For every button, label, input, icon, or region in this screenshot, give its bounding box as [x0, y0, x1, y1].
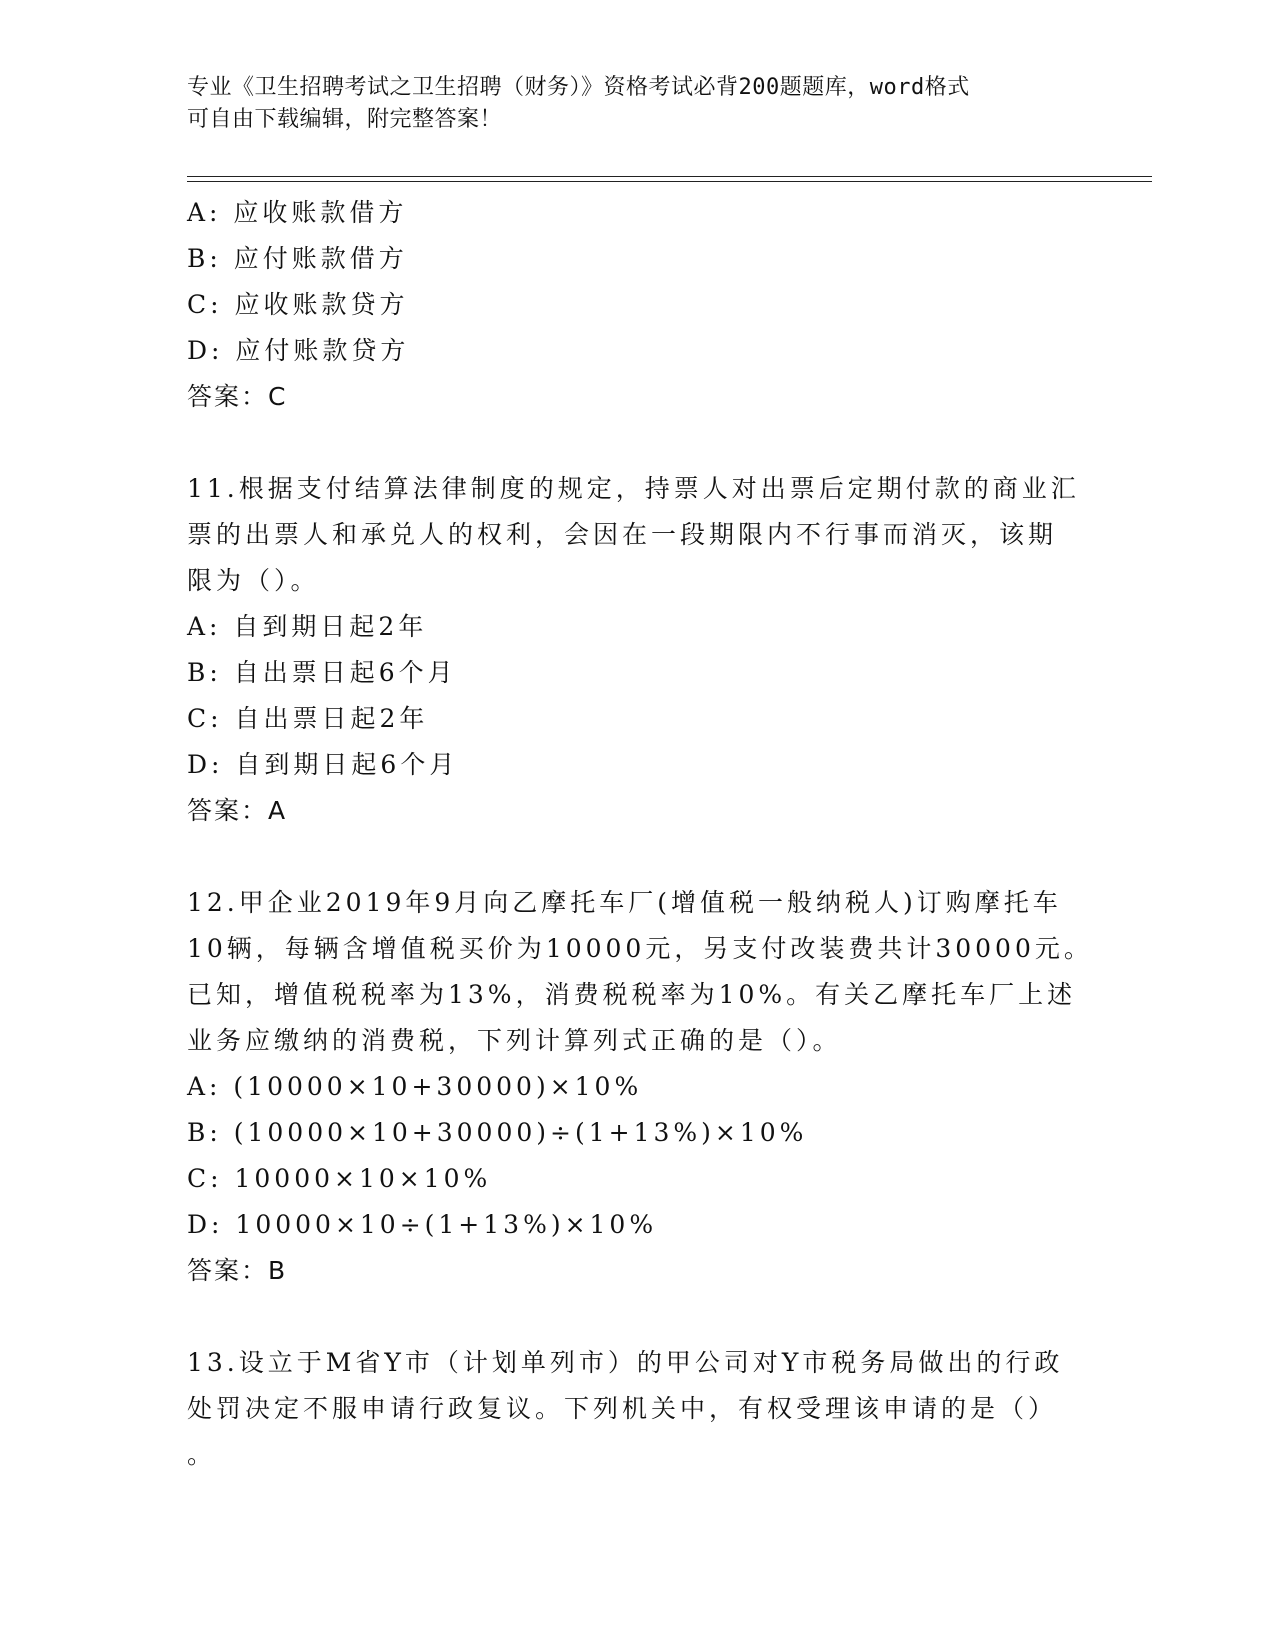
q11-option-a: A: 自到期日起2年	[187, 612, 428, 641]
q11-text-line-2: 票的出票人和承兑人的权利，会因在一段期限内不行事而消灭，该期	[187, 520, 1058, 549]
spacer	[187, 420, 1087, 466]
spacer	[187, 1294, 1087, 1340]
q11-option-d: D: 自到期日起6个月	[187, 750, 459, 779]
q12-text-line-4: 业务应缴纳的消费税，下列计算列式正确的是（）。	[187, 1026, 842, 1055]
q10-option-d: D: 应付账款贷方	[187, 336, 410, 365]
q11-text-line-1: 11.根据支付结算法律制度的规定，持票人对出票后定期付款的商业汇	[187, 474, 1080, 503]
spacer	[187, 834, 1087, 880]
q10-answer: 答案：C	[187, 382, 288, 411]
header-line-1: 专业《卫生招聘考试之卫生招聘（财务）》资格考试必背200题题库，word格式	[187, 75, 970, 100]
question-content	[187, 190, 1093, 1478]
header-line-2: 可自由下载编辑，附完整答案！	[187, 107, 503, 132]
q11-option-c: C: 自出票日起2年	[187, 704, 429, 733]
header-divider-top	[187, 176, 1152, 177]
q11-option-b: B: 自出票日起6个月	[187, 658, 457, 687]
q12-text-line-3: 已知，增值税税率为13%，消费税税率为10%。有关乙摩托车厂上述	[187, 980, 1077, 1009]
q12-option-c: C: 10000×10×10%	[187, 1164, 492, 1193]
q10-option-a: A: 应收账款借方	[187, 198, 408, 227]
q13-text-line-1: 13.设立于M省Y市（计划单列市）的甲公司对Y市税务局做出的行政	[187, 1348, 1064, 1377]
document-header	[187, 72, 1087, 136]
q12-option-d: D: 10000×10÷(1+13%)×10%	[187, 1210, 658, 1239]
q11-answer: 答案：A	[187, 796, 288, 825]
q12-option-b: B: (10000×10+30000)÷(1+13%)×10%	[187, 1118, 808, 1147]
q10-option-c: C: 应收账款贷方	[187, 290, 409, 319]
question-10	[187, 190, 1087, 420]
q12-option-a: A: (10000×10+30000)×10%	[187, 1072, 643, 1101]
q12-answer: 答案：B	[187, 1256, 288, 1285]
q12-text-line-2: 10辆，每辆含增值税买价为10000元，另支付改装费共计30000元。	[187, 934, 1093, 963]
question-11	[187, 466, 1087, 834]
question-12	[187, 880, 1093, 1294]
q13-text-line-2: 处罚决定不服申请行政复议。下列机关中，有权受理该申请的是（）	[187, 1394, 1058, 1423]
q13-text-line-3: 。	[187, 1440, 217, 1469]
question-13	[187, 1340, 1087, 1478]
q12-text-line-1: 12.甲企业2019年9月向乙摩托车厂(增值税一般纳税人)订购摩托车	[187, 888, 1062, 917]
header-divider-bottom	[187, 181, 1152, 182]
q11-text-line-3: 限为（）。	[187, 566, 320, 595]
q10-option-b: B: 应付账款借方	[187, 244, 408, 273]
